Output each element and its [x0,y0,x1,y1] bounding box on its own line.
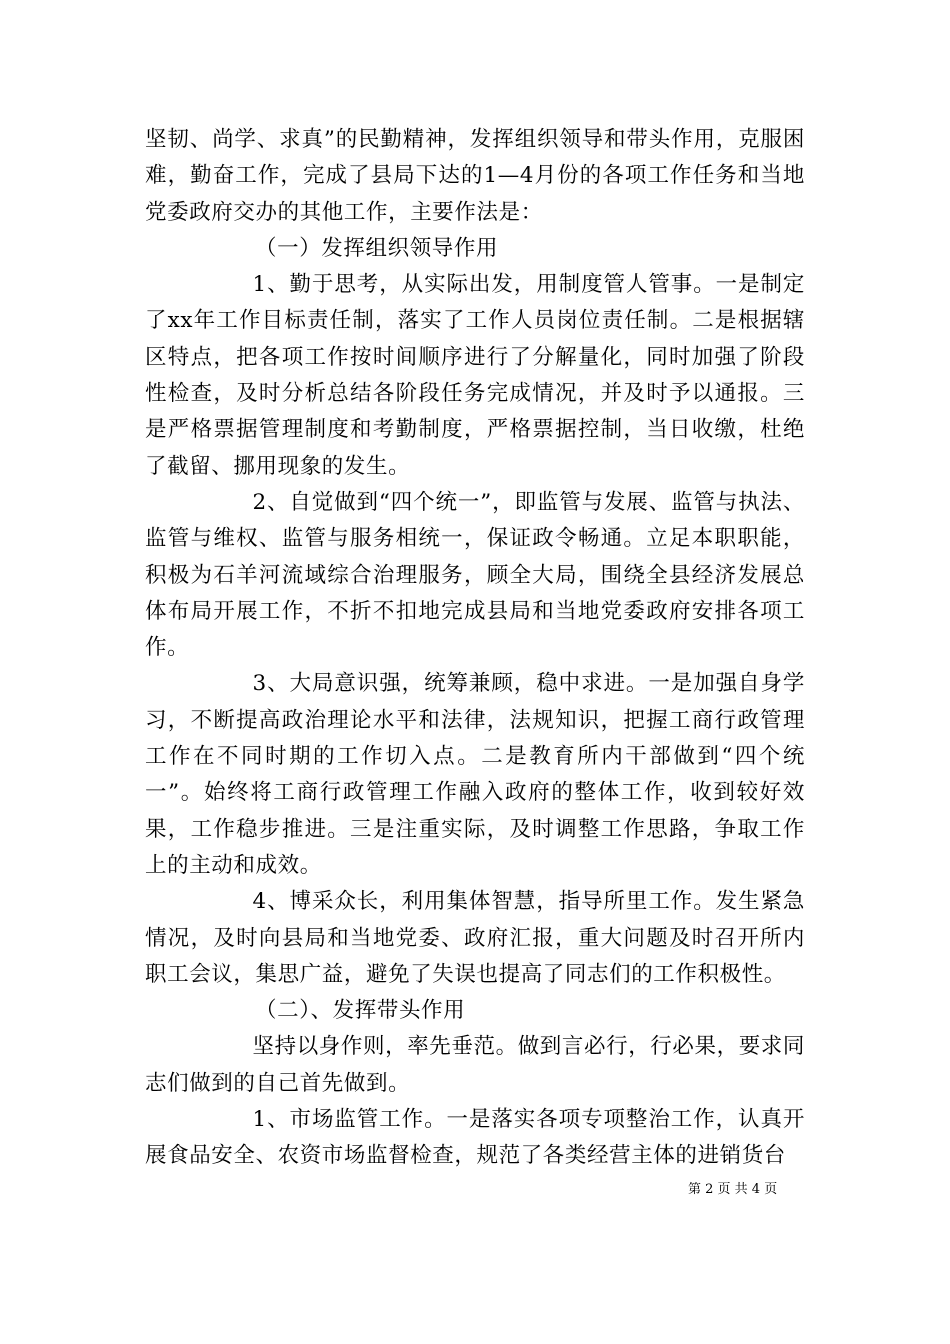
paragraph-item-2: 2、自觉做到“四个统一”，即监管与发展、监管与执法、监管与维权、监管与服务相统一，保证政令畅通。立足本职职能，积极为石羊河流域综合治理服务，顾全大局，围绕全县经济发展总体布局开展工作，不折不扣地完成县局和当地党委政府安排各项工作。 [145,489,805,661]
paragraph-item-4: 4、博采众长，利用集体智慧，指导所里工作。发生紧急情况，及时向县局和当地党委、政府汇报，重大问题及时召开所内职工会议，集思广益，避免了失误也提高了同志们的工作积极性。 [145,889,805,987]
paragraph-lead: 坚持以身作则，率先垂范。做到言必行，行必果，要求同志们做到的自己首先做到。 [145,1034,806,1096]
paragraph-item-1: 1、勤于思考，从实际出发，用制度管人管事。一是制定了xx年工作目标责任制，落实了工作人员岗位责任制。二是根据辖区特点，把各项工作按时间顺序进行了分解量化，同时加强了阶段性检查，及时分析总结各阶段任务完成情况，并及时予以通报。三是严格票据管理制度和考勤制度，严格票据控制，当日收缴，杜绝了截留、挪用现象的发生。 [145,272,805,479]
section-heading-1: （一）发挥组织领导作用 [255,235,499,261]
paragraph-item-3: 3、大局意识强，统筹兼顾，稳中求进。一是加强自身学习，不断提高政治理论水平和法律，法规知识，把握工商行政管理工作在不同时期的工作切入点。二是教育所内干部做到“四个统一”。始终将工商行政管理工作融入政府的整体工作，收到较好效果，工作稳步推进。三是注重实际，及时调整工作思路，争取工作上的主动和成效。 [145,671,805,878]
paragraph-intro: 坚韧、尚学、求真”的民勤精神，发挥组织领导和带头作用，克服困难，勤奋工作，完成了县局下达的1—4月份的各项工作任务和当地党委政府交办的其他工作，主要作法是： [145,127,805,225]
section-heading-2: （二）、发挥带头作用 [255,998,466,1024]
document-body [145,122,805,1175]
page-footer: 第 2 页 共 4 页 [688,1182,778,1197]
paragraph-market: 1、市场监管工作。一是落实各项专项整治工作，认真开展食品安全、农资市场监督检查，规范了各类经营主体的进销货台 [145,1107,805,1169]
